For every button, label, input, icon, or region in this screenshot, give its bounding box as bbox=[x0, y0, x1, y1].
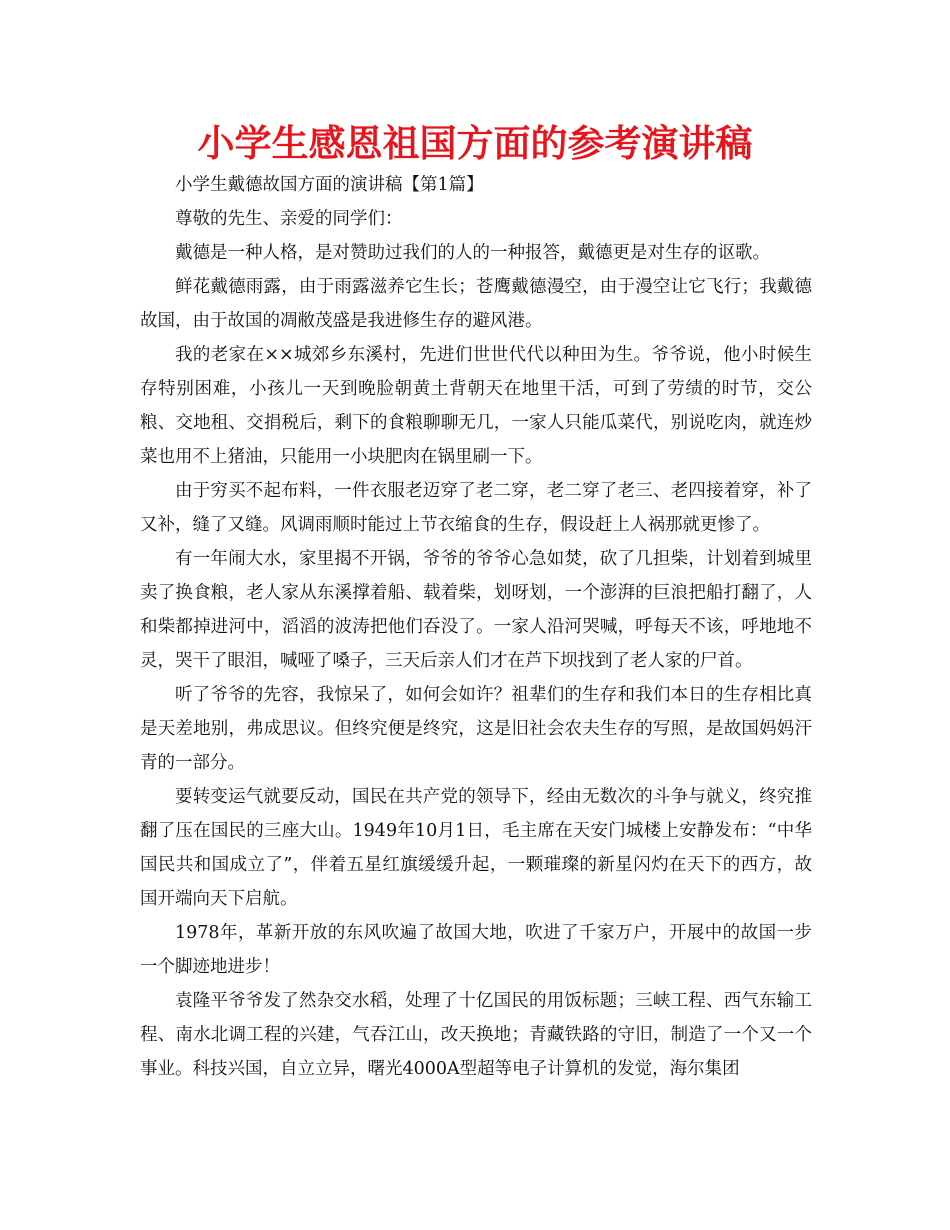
paragraph-greeting: 尊敬的先生、亲爱的同学们： bbox=[175, 209, 403, 229]
paragraph: 要转变运气就要反动，国民在共产党的领导下，经由无数次的斗争与就义，终究推翻了压在国民的三座大山。1949年10月1日，毛主席在天安门城楼上安静发布：“中华国民共和国成立了”，伴着五星红旗缓缓升起，一颗璀璨的新星闪灼在天下的西方，故国开端向天下启航。 bbox=[140, 787, 812, 909]
paragraph: 由于穷买不起布料，一件衣服老迈穿了老二穿，老二穿了老三、老四接着穿，补了又补，缝了又缝。风调雨顺时能过上节衣缩食的生存，假设赶上人祸那就更惨了。 bbox=[140, 481, 812, 535]
document-body bbox=[140, 168, 812, 1086]
paragraph: 鲜花戴德雨露，由于雨露滋养它生长；苍鹰戴德漫空，由于漫空让它飞行；我戴德故国，由于故国的凋敝茂盛是我进修生存的避风港。 bbox=[140, 277, 812, 331]
document-subtitle: 小学生戴德故国方面的演讲稿【第1篇】 bbox=[175, 175, 484, 195]
paragraph: 听了爷爷的先容，我惊呆了，如何会如许？祖辈们的生存和我们本日的生存相比真是天差地别，弗成思议。但终究便是终究，这是旧社会农夫生存的写照，是故国妈妈汗青的一部分。 bbox=[140, 685, 812, 773]
paragraph: 戴德是一种人格，是对赞助过我们的人的一种报答，戴德更是对生存的讴歌。 bbox=[175, 243, 770, 263]
paragraph: 1978年，革新开放的东风吹遍了故国大地，吹进了千家万户，开展中的故国一步一个脚迹地进步！ bbox=[140, 923, 812, 977]
paragraph: 有一年闹大水，家里揭不开锅，爷爷的爷爷心急如焚，砍了几担柴，计划着到城里卖了换食粮，老人家从东溪撑着船、载着柴，划呀划，一个澎湃的巨浪把船打翻了，人和柴都掉进河中，滔滔的波涛把他们吞没了。一家人沿河哭喊，呼每天不该，呼地地不灵，哭干了眼泪，喊哑了嗓子，三天后亲人们才在芦下坝找到了老人家的尸首。 bbox=[140, 549, 812, 671]
document-title: 小学生感恩祖国方面的参考演讲稿 bbox=[197, 122, 753, 165]
paragraph: 袁隆平爷爷发了然杂交水稻，处理了十亿国民的用饭标题；三峡工程、西气东输工程、南水北调工程的兴建，气吞江山，改天换地；青藏铁路的守旧，制造了一个又一个事业。科技兴国，自立立异，曙光4000A型超等电子计算机的发觉，海尔集团 bbox=[140, 991, 812, 1079]
paragraph: 我的老家在××城郊乡东溪村，先进们世世代代以种田为生。爷爷说，他小时候生存特别困难，小孩儿一天到晚脸朝黄土背朝天在地里干活，可到了劳绩的时节，交公粮、交地租、交捐税后，剩下的食粮聊聊无几，一家人只能瓜菜代，别说吃肉，就连炒菜也用不上猪油，只能用一小块肥肉在锅里刷一下。 bbox=[140, 345, 812, 467]
